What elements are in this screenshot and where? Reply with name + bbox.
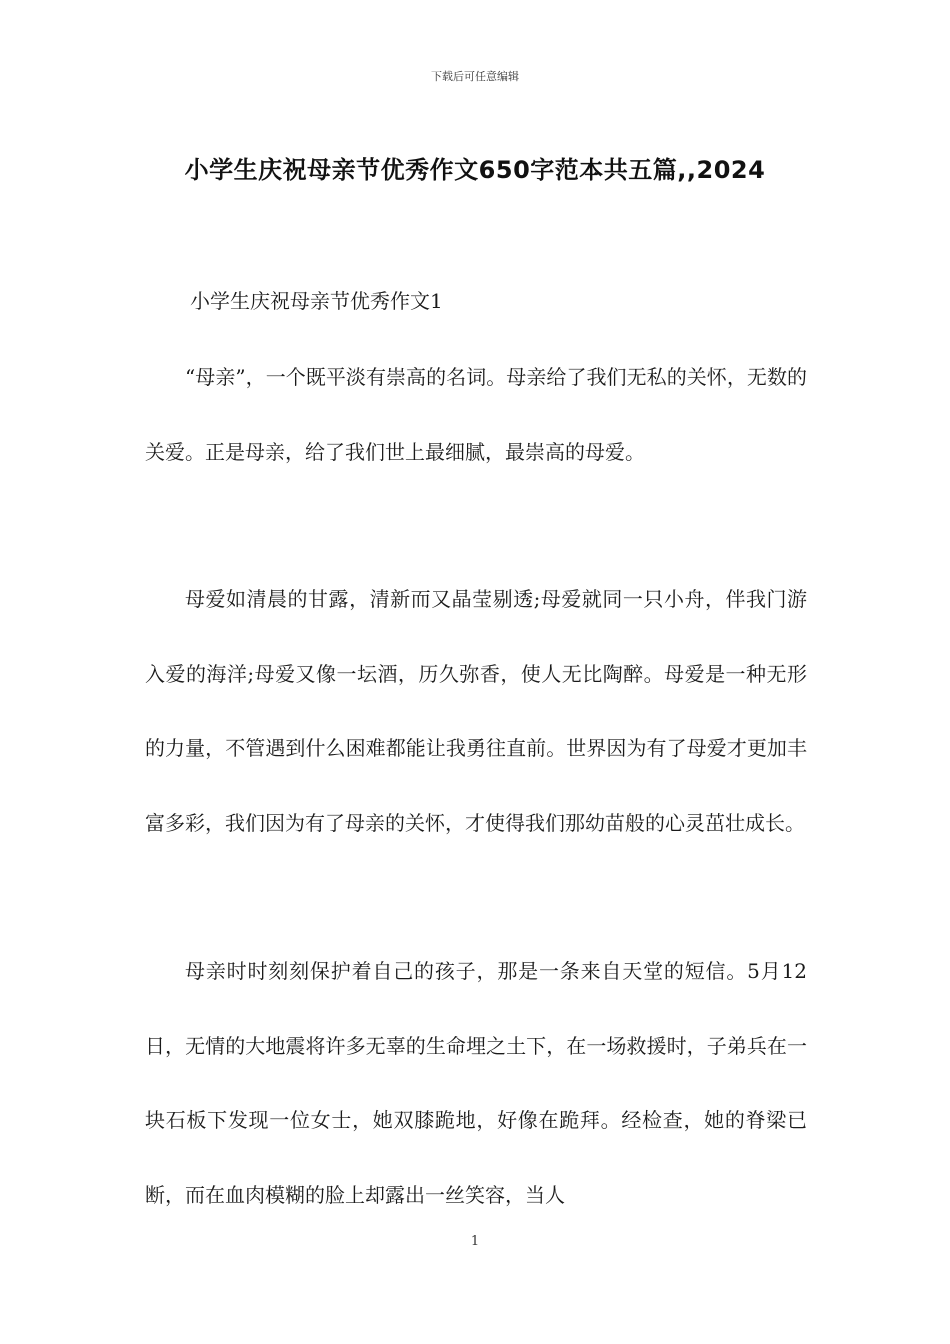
paragraph: 母爱如清晨的甘露，清新而又晶莹剔透;母爱就同一只小舟，伴我门游入爱的海洋;母爱又像一坛酒，历久弥香，使人无比陶醉。母爱是一种无形的力量，不管遇到什么困难都能让我勇往直前。世界因为有了母爱才更加丰富多彩，我们因为有了母亲的关怀，才使得我们那幼苗般的心灵茁壮成长。 bbox=[145, 587, 807, 835]
document-title: 小学生庆祝母亲节优秀作文650字范本共五篇,,2024 bbox=[184, 156, 766, 184]
paragraph-block-1 bbox=[145, 340, 807, 489]
page-number: 1 bbox=[470, 1234, 480, 1249]
paragraph-block-3 bbox=[145, 934, 807, 1232]
header-note: 下载后可任意编辑 bbox=[431, 70, 519, 83]
section-heading: 小学生庆祝母亲节优秀作文1 bbox=[190, 289, 443, 313]
paragraph-block-2 bbox=[145, 562, 807, 860]
paragraph: “母亲”，一个既平淡有崇高的名词。母亲给了我们无私的关怀，无数的关爱。正是母亲，给了我们世上最细腻，最崇高的母爱。 bbox=[145, 365, 807, 464]
paragraph: 母亲时时刻刻保护着自己的孩子，那是一条来自天堂的短信。5月12日，无情的大地震将许多无辜的生命埋之土下，在一场救援时，子弟兵在一块石板下发现一位女士，她双膝跪地，好像在跪拜。经检查，她的脊梁已断，而在血肉模糊的脸上却露出一丝笑容，当人 bbox=[145, 959, 807, 1207]
